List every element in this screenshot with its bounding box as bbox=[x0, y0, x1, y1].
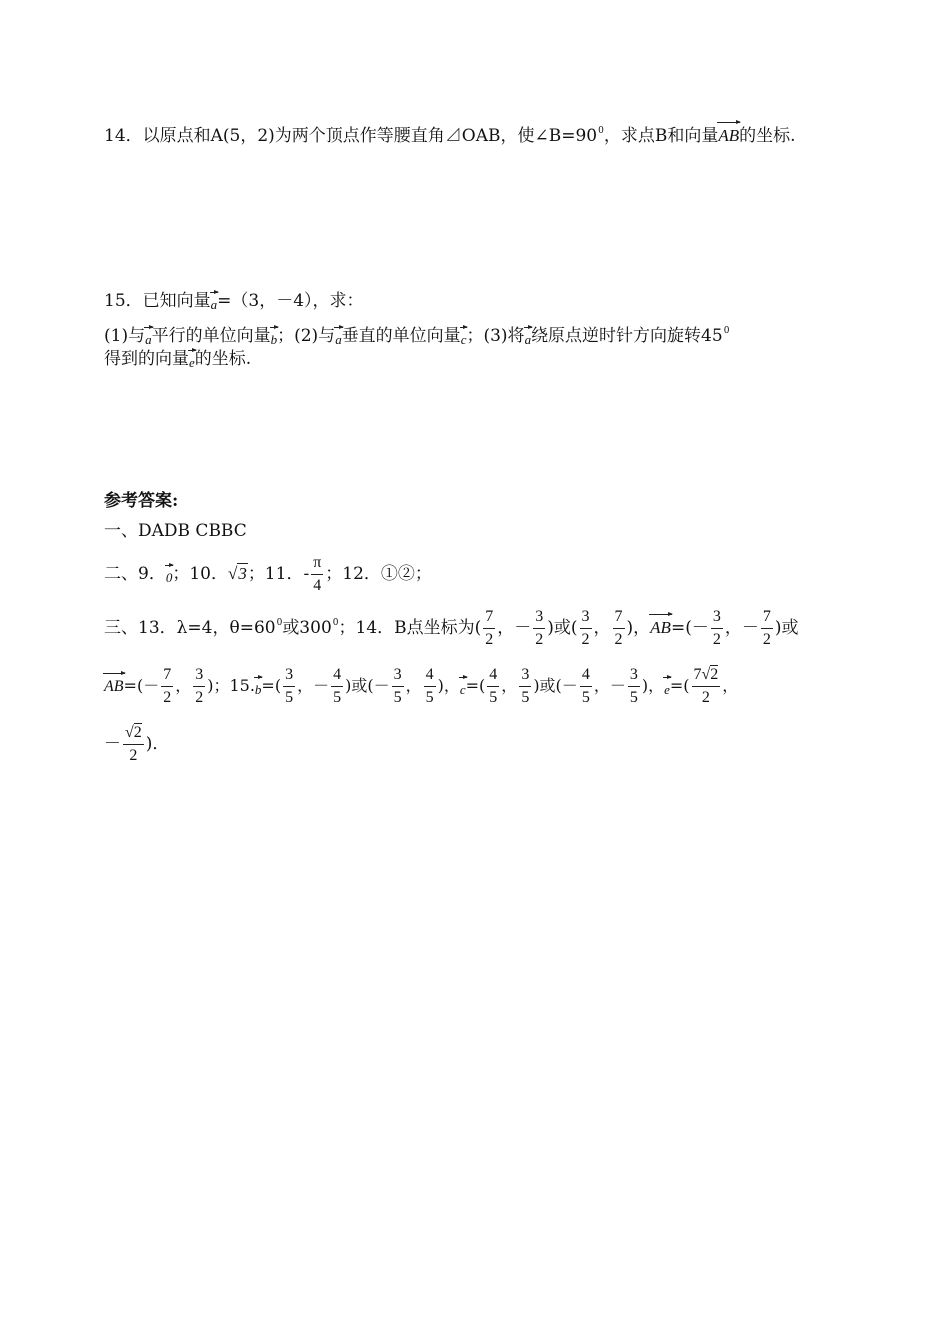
question-15-line-1 bbox=[104, 290, 364, 316]
fraction-denominator: 5 bbox=[285, 689, 294, 706]
fraction bbox=[628, 664, 640, 709]
fraction bbox=[331, 664, 343, 709]
fraction-sqrt2-over-2 bbox=[123, 722, 144, 767]
fraction-denominator: 2 bbox=[195, 689, 204, 706]
vector-arrow-icon bbox=[663, 677, 671, 678]
fraction bbox=[483, 606, 495, 651]
fraction-denominator: 5 bbox=[425, 689, 434, 706]
fraction bbox=[580, 606, 592, 651]
separator: )或(－ bbox=[345, 676, 390, 695]
separator: )或 bbox=[774, 618, 799, 638]
radicand: 2 bbox=[710, 666, 719, 683]
vector-a bbox=[525, 329, 532, 351]
ans9-label: 二、9． bbox=[104, 564, 166, 584]
q14-tail: ，求点B和向量 bbox=[603, 126, 719, 146]
coefficient: 7 bbox=[693, 666, 702, 683]
fraction-numerator: 7 bbox=[614, 608, 623, 625]
fraction-numerator: 3 bbox=[195, 666, 204, 683]
vector-a-label: a bbox=[335, 332, 342, 347]
vector-arrow-icon bbox=[649, 614, 672, 615]
fraction-denominator: 2 bbox=[701, 689, 710, 706]
ans13-alt: 或300 bbox=[282, 618, 332, 638]
vector-b bbox=[271, 329, 278, 351]
fraction-numerator: 4 bbox=[333, 666, 342, 683]
vector-ab-label: AB bbox=[104, 678, 124, 695]
fraction bbox=[487, 664, 499, 709]
separator: =( bbox=[465, 676, 486, 695]
zero-vector-label: 0 bbox=[165, 570, 173, 585]
fraction-denominator: 2 bbox=[535, 631, 544, 648]
q15-vector-value: =（3，－4），求： bbox=[217, 291, 364, 311]
q15-part3-text: 绕原点逆时针方向旋转45 bbox=[531, 326, 723, 346]
separator: ， bbox=[175, 676, 192, 695]
vector-a-label: a bbox=[145, 332, 152, 347]
vector-arrow-icon bbox=[103, 673, 125, 674]
vector-ab bbox=[718, 125, 739, 147]
vector-a-label: a bbox=[210, 297, 218, 312]
fraction-numerator: 3 bbox=[535, 608, 544, 625]
fraction-numerator: 3 bbox=[581, 608, 590, 625]
separator: ，－ bbox=[297, 676, 330, 695]
ans10-label: ；10． bbox=[172, 564, 228, 584]
vector-b-label: b bbox=[270, 332, 278, 347]
fraction-denominator: 5 bbox=[489, 689, 498, 706]
fraction-denominator: 5 bbox=[629, 689, 638, 706]
vector-c bbox=[461, 329, 467, 351]
fraction-denominator: 2 bbox=[712, 631, 721, 648]
fraction-numerator bbox=[692, 664, 721, 686]
zero-vector bbox=[166, 567, 173, 589]
fraction-denominator: 2 bbox=[581, 631, 590, 648]
degree-superscript: 0 bbox=[276, 618, 283, 628]
fraction bbox=[392, 664, 404, 709]
ans11-label: ；11．- bbox=[247, 564, 310, 584]
ans12-label: ；12．①②； bbox=[325, 564, 432, 584]
q14-tail2: 的坐标. bbox=[739, 126, 796, 146]
minus-sign: － bbox=[104, 734, 121, 754]
fraction bbox=[424, 664, 436, 709]
vector-arrow-icon bbox=[459, 677, 467, 678]
q15-part3-cont: 得到的向量 bbox=[104, 349, 189, 369]
fraction-numerator: π bbox=[313, 554, 322, 571]
vector-e bbox=[189, 352, 195, 374]
vector-arrow-icon bbox=[210, 292, 219, 293]
separator: =(－ bbox=[670, 618, 709, 638]
separator: =( bbox=[261, 676, 282, 695]
vector-arrow-icon bbox=[717, 122, 740, 123]
ans13-text: 三、13．λ=4，θ=60 bbox=[104, 618, 276, 638]
radical-icon: √ bbox=[125, 724, 134, 741]
sqrt-3-radicand: 3 bbox=[238, 564, 247, 583]
answers-row-1: 一、DADB CBBC bbox=[104, 521, 247, 541]
answers-row-4 bbox=[104, 664, 738, 709]
fraction-denominator: 5 bbox=[333, 689, 342, 706]
question-15-line-3 bbox=[104, 348, 251, 374]
vector-arrow-icon bbox=[144, 327, 153, 328]
answers-row-5 bbox=[104, 722, 169, 767]
separator: =(－ bbox=[123, 676, 160, 695]
degree-superscript: 0 bbox=[598, 126, 604, 136]
fraction-numerator: 3 bbox=[712, 608, 721, 625]
fraction bbox=[161, 664, 173, 709]
q14-text: 14．以原点和A(5，2)为两个顶点作等腰直角⊿OAB，使∠B=90 bbox=[104, 126, 598, 146]
fraction-numerator: 3 bbox=[393, 666, 402, 683]
vector-e bbox=[664, 679, 670, 701]
fraction-denominator: 2 bbox=[485, 631, 494, 648]
separator: ， bbox=[501, 676, 518, 695]
fraction-denominator: 5 bbox=[581, 689, 590, 706]
fraction-numerator: 7 bbox=[485, 608, 494, 625]
vector-arrow-icon bbox=[334, 327, 343, 328]
radical-icon: √ bbox=[701, 666, 711, 683]
fraction-denominator: 5 bbox=[521, 689, 530, 706]
separator: ，－ bbox=[724, 618, 759, 638]
vector-ab bbox=[104, 676, 124, 698]
q15-part3-tail: 的坐标. bbox=[194, 349, 252, 369]
closing: )． bbox=[145, 734, 170, 754]
vector-arrow-icon bbox=[165, 565, 174, 566]
fraction-7-sqrt2-over-2 bbox=[692, 664, 721, 709]
vector-arrow-icon bbox=[460, 327, 468, 328]
vector-arrow-icon bbox=[270, 327, 279, 328]
answers-row-2 bbox=[104, 552, 432, 597]
fraction-numerator bbox=[123, 722, 144, 744]
separator: ， bbox=[722, 676, 739, 695]
fraction-denominator: 2 bbox=[163, 689, 172, 706]
vector-ab bbox=[650, 617, 671, 639]
vector-e-label: e bbox=[189, 355, 195, 370]
ans15-label: )；15. bbox=[207, 676, 255, 695]
fraction-numerator: 7 bbox=[762, 608, 771, 625]
vector-b-label: b bbox=[254, 682, 262, 697]
fraction bbox=[580, 664, 592, 709]
fraction bbox=[193, 664, 205, 709]
fraction-denominator: 2 bbox=[614, 631, 623, 648]
separator: )， bbox=[626, 618, 651, 638]
q15-part1-label: (1)与 bbox=[104, 326, 146, 346]
fraction-numerator: 4 bbox=[489, 666, 498, 683]
question-14 bbox=[104, 120, 796, 147]
fraction-numerator: 4 bbox=[425, 666, 434, 683]
answers-heading: 参考答案: bbox=[104, 491, 179, 511]
fraction-numerator: 3 bbox=[285, 666, 294, 683]
vector-arrow-icon bbox=[254, 677, 263, 678]
fraction bbox=[283, 664, 295, 709]
vector-a bbox=[211, 294, 218, 316]
vector-c bbox=[460, 679, 466, 701]
fraction-denominator: 2 bbox=[129, 747, 138, 764]
fraction-numerator: 3 bbox=[629, 666, 638, 683]
vector-arrow-icon bbox=[188, 350, 196, 351]
fraction bbox=[711, 606, 723, 651]
q15-part2-label: ；(2)与 bbox=[277, 326, 336, 346]
fraction-pi-over-4 bbox=[311, 552, 323, 597]
separator: )， bbox=[641, 676, 665, 695]
vector-c-label: c bbox=[460, 332, 467, 347]
fraction-denominator: 5 bbox=[393, 689, 402, 706]
fraction-numerator: 4 bbox=[581, 666, 590, 683]
q15-part2-text: 垂直的单位向量 bbox=[341, 326, 461, 346]
fraction bbox=[519, 664, 531, 709]
vector-ab-label: AB bbox=[650, 618, 671, 637]
vector-arrow-icon bbox=[524, 327, 533, 328]
degree-superscript: 0 bbox=[723, 326, 730, 336]
q15-intro: 15．已知向量 bbox=[104, 291, 211, 311]
ans14-label: ；14．B点坐标为( bbox=[338, 618, 482, 638]
degree-superscript: 0 bbox=[332, 618, 339, 628]
sqrt-3 bbox=[228, 563, 248, 583]
separator: )， bbox=[437, 676, 460, 695]
vector-a-label: a bbox=[524, 332, 532, 347]
fraction-denominator: 2 bbox=[762, 631, 771, 648]
separator: ， bbox=[593, 618, 611, 638]
fraction-denominator: 4 bbox=[313, 577, 322, 594]
fraction bbox=[533, 606, 545, 651]
q15-part1-text: 平行的单位向量 bbox=[151, 326, 271, 346]
separator: )或(－ bbox=[533, 676, 578, 695]
separator: ，－ bbox=[497, 618, 532, 638]
vector-a bbox=[335, 329, 342, 351]
radical-icon: √ bbox=[227, 564, 238, 583]
vector-ab-label: AB bbox=[718, 126, 740, 145]
vector-b bbox=[255, 679, 262, 701]
fraction bbox=[761, 606, 773, 651]
separator: )或( bbox=[547, 618, 578, 638]
fraction bbox=[613, 606, 625, 651]
fraction-numerator: 7 bbox=[163, 666, 172, 683]
separator: ， bbox=[405, 676, 422, 695]
vector-e-label: e bbox=[664, 682, 670, 697]
question-15-line-2 bbox=[104, 320, 729, 351]
radicand: 2 bbox=[133, 724, 142, 741]
separator: =( bbox=[669, 676, 690, 695]
vector-c-label: c bbox=[459, 682, 466, 697]
separator: ，－ bbox=[593, 676, 626, 695]
q15-part3-label: ；(3)将 bbox=[466, 326, 525, 346]
answers-row-3 bbox=[104, 606, 798, 651]
fraction-numerator: 3 bbox=[521, 666, 530, 683]
